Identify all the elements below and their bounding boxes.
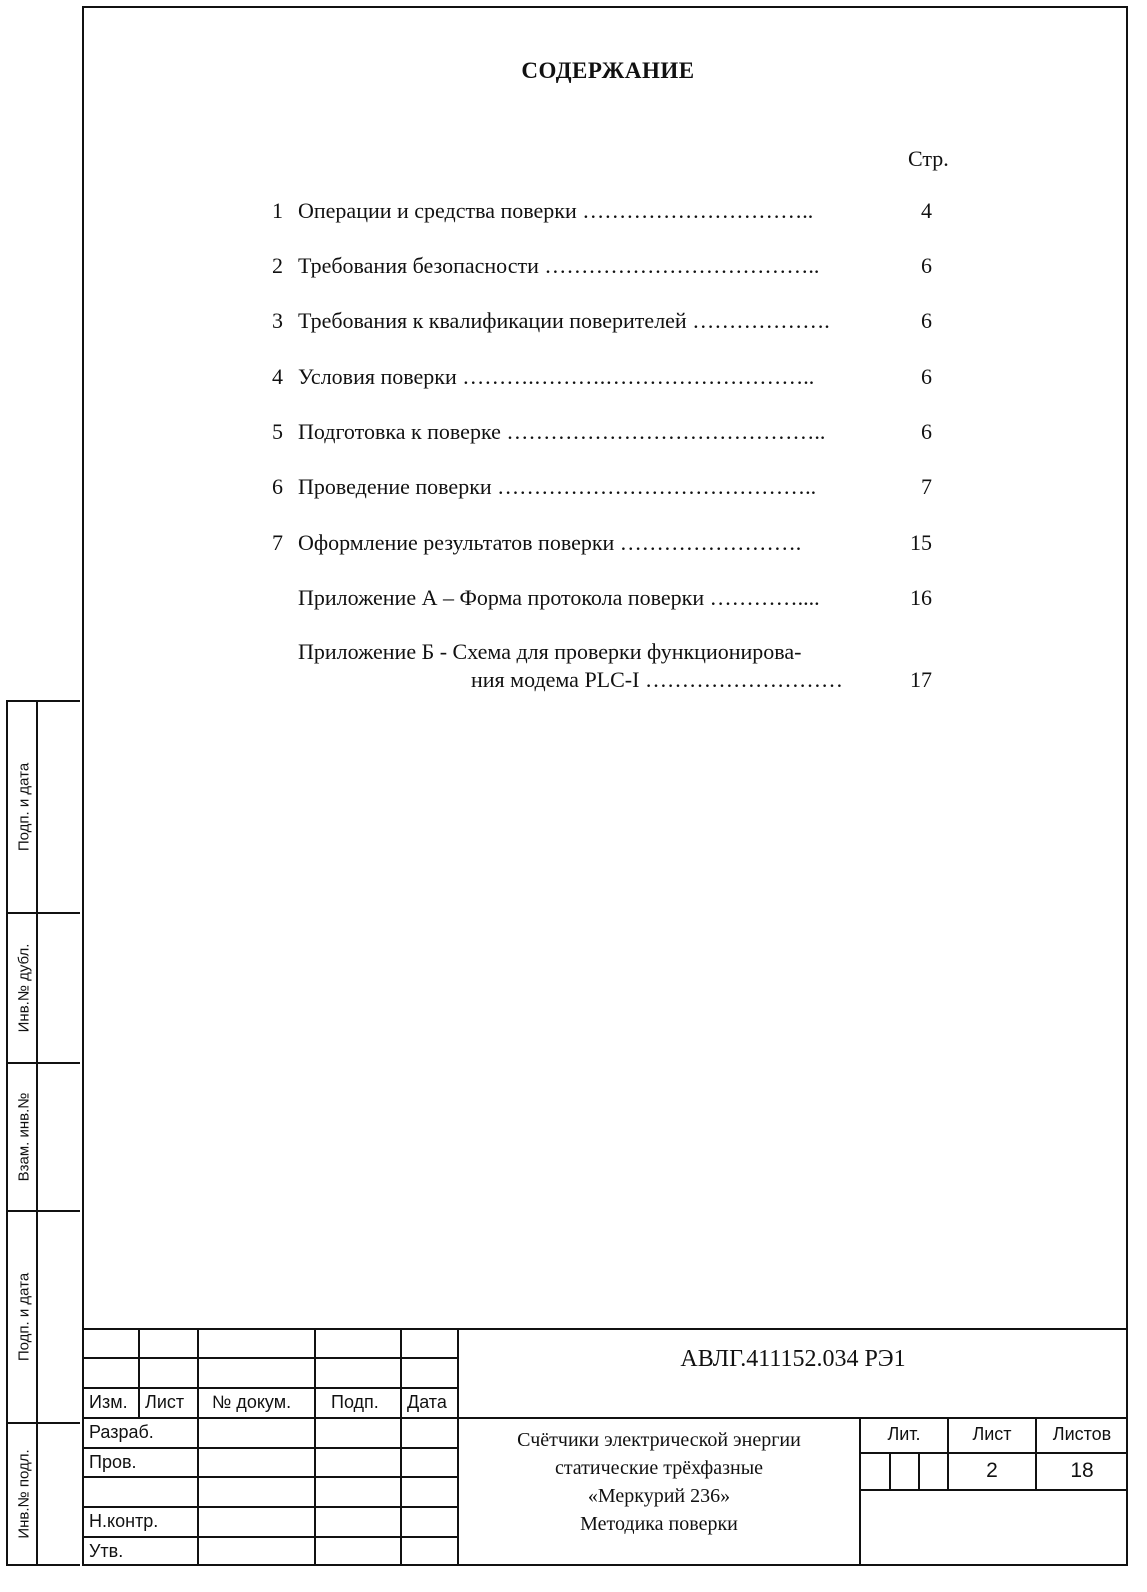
sheet-label: Лист — [972, 1424, 1012, 1444]
toc-entry-page: 6 — [921, 308, 932, 333]
toc-entry-number: 2 — [272, 253, 283, 278]
toc-entry-number: 1 — [272, 198, 283, 223]
product-name-line: Методика поверки — [580, 1513, 738, 1535]
role-approver: Утв. — [89, 1541, 124, 1561]
product-name-line: статические трёхфазные — [554, 1457, 764, 1479]
toc-entry-title: Операции и средства поверки ………………………….. — [298, 198, 814, 223]
toc-entry-title: Приложение Б - Схема для проверки функционирова- — [298, 639, 802, 664]
toc-entry-title: Подготовка к поверке …………………………………….. — [298, 419, 826, 444]
side-stamp-repl-inv: Взам. инв.№ — [6, 1062, 80, 1210]
sheet-number: 2 — [986, 1459, 998, 1482]
page-column-label: Стр. — [908, 146, 949, 171]
toc-entry-page: 6 — [921, 419, 932, 444]
toc-entry-title: Приложение А – Форма протокола поверки ………….... — [298, 585, 820, 610]
product-name — [458, 1426, 860, 1538]
toc-entry-page: 15 — [910, 530, 932, 555]
rev-header-list: Лист — [145, 1392, 185, 1412]
side-stamp-dup-inv: Инв.№ дубл. — [6, 912, 80, 1062]
sheets-total: 18 — [1070, 1459, 1094, 1482]
sheets-label: Листов — [1052, 1424, 1112, 1444]
toc-entry-page: 16 — [910, 585, 932, 610]
product-name-line: Счётчики электрической энергии — [517, 1429, 801, 1451]
toc-entry-number: 7 — [272, 530, 283, 555]
document-designation: АВЛГ.411152.034 РЭ1 — [680, 1346, 906, 1372]
toc-entry-number: 6 — [272, 474, 283, 499]
toc-entry-title: Требования безопасности ……………………………….. — [298, 253, 820, 278]
toc-entry-title: Оформление результатов поверки ……………………. — [298, 530, 802, 555]
toc-entry-title: Требования к квалификации поверителей ………………. — [298, 308, 830, 333]
rev-header-date: Дата — [407, 1392, 447, 1412]
side-stamp-sign-date-1: Подп. и дата — [6, 700, 80, 912]
role-checker: Пров. — [89, 1452, 137, 1472]
rev-header-sign: Подп. — [331, 1392, 379, 1412]
side-stamp-orig-inv: Инв.№ подл. — [6, 1422, 80, 1566]
rev-header-izm: Изм. — [89, 1392, 128, 1412]
product-name-line: «Меркурий 236» — [587, 1485, 731, 1507]
document-title: СОДЕРЖАНИЕ — [521, 58, 695, 83]
role-norm-control: Н.контр. — [89, 1511, 159, 1531]
toc-entry-title: Условия поверки ……….……….……………………….. — [298, 364, 815, 389]
toc-entry-title: Проведение поверки …………………………………….. — [298, 474, 817, 499]
side-stamp-sign-date-2: Подп. и дата — [6, 1210, 80, 1422]
rev-header-doc-num: № докум. — [212, 1392, 292, 1412]
toc-entry-page: 4 — [921, 198, 932, 223]
toc-entry-number: 3 — [272, 308, 283, 333]
toc-entry-number: 5 — [272, 419, 283, 444]
toc-entry-page: 17 — [910, 667, 932, 692]
lit-label: Лит. — [887, 1424, 921, 1444]
toc-entry-page: 7 — [921, 474, 932, 499]
toc-entry-page: 6 — [921, 364, 932, 389]
role-developer: Разраб. — [89, 1422, 154, 1442]
toc-entry-title: ния модема PLC-I ……………………… — [471, 667, 843, 692]
toc-entry-number: 4 — [272, 364, 283, 389]
toc-entry-page: 6 — [921, 253, 932, 278]
